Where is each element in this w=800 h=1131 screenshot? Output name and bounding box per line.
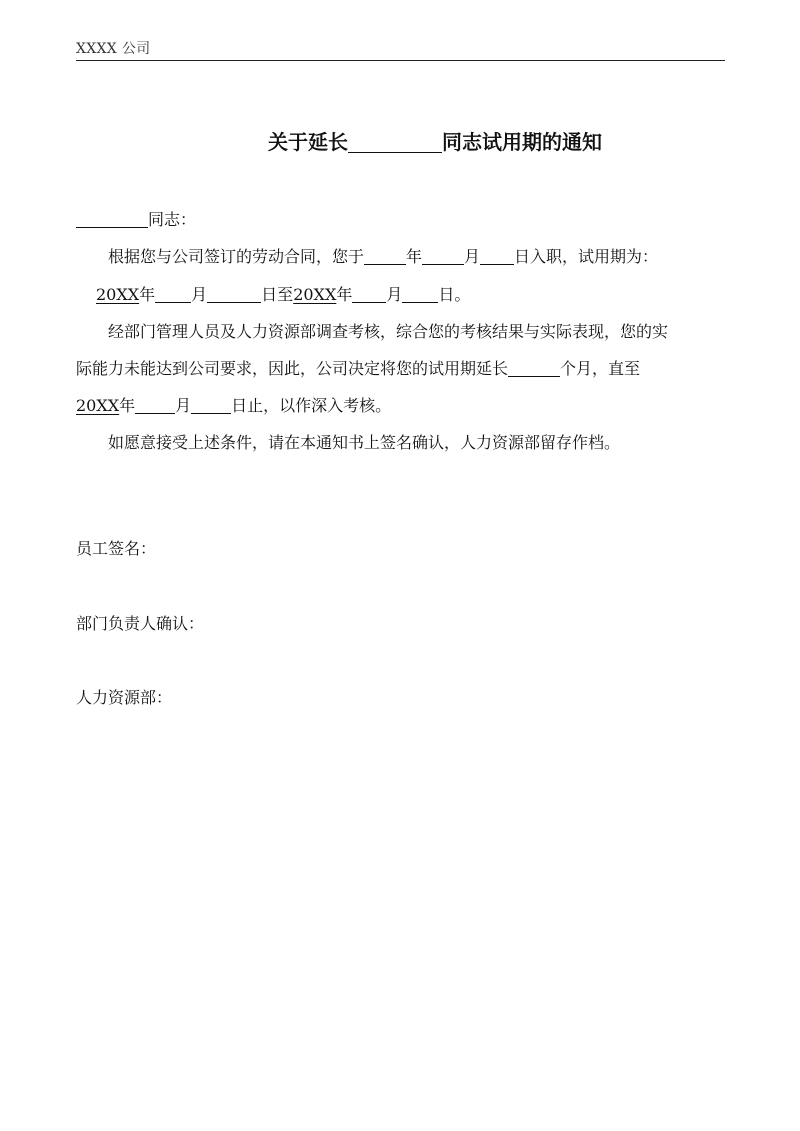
title-prefix: 关于延长 — [268, 130, 348, 154]
probation-end-day-label: 日。 — [438, 285, 471, 304]
paragraph-2-line-2 — [76, 357, 640, 381]
probation-start-year-prefix: 20XX — [96, 285, 140, 304]
probation-start-day-blank[interactable] — [207, 286, 261, 303]
paragraph-2-line-3 — [76, 394, 391, 418]
hr-dept-label: 人力资源部： — [76, 688, 173, 707]
probation-start-month-label: 月 — [191, 285, 208, 304]
paragraph-2-line-1: 经部门管理人员及人力资源部调查考核，综合您的考核结果与实际表现，您的实 — [108, 322, 669, 341]
extension-end-text: 日止，以作深入考核。 — [231, 396, 392, 415]
extension-end-day-blank[interactable] — [191, 397, 231, 414]
probation-start-year-label: 年 — [139, 285, 156, 304]
probation-end-year-label: 年 — [336, 285, 353, 304]
p1-month-label: 月 — [464, 247, 481, 266]
paragraph-1-line-2 — [96, 283, 470, 307]
p1-text: 根据您与公司签订的劳动合同，您于 — [108, 247, 365, 266]
p1-day-label: 日入职，试用期为： — [514, 247, 659, 266]
extension-end-month-blank[interactable] — [135, 397, 175, 414]
header-divider — [76, 60, 725, 61]
entry-year-blank[interactable] — [364, 248, 406, 265]
company-header: XXXX 公司 — [76, 41, 151, 57]
salutation — [76, 208, 196, 232]
probation-start-day-label: 日至 — [261, 285, 294, 304]
p2-line2-text: 际能力未能达到公司要求，因此，公司决定将您的试用期延长 — [76, 359, 509, 378]
paragraph-1-line-1 — [108, 245, 658, 269]
notice-title — [0, 128, 800, 156]
salutation-name-blank[interactable] — [76, 211, 148, 228]
p1-year-label: 年 — [406, 247, 423, 266]
extension-end-month-label: 月 — [175, 396, 192, 415]
p2-line2-suffix: 个月，直至 — [560, 359, 641, 378]
probation-start-month-blank[interactable] — [155, 286, 191, 303]
paragraph-3: 如愿意接受上述条件，请在本通知书上签名确认，人力资源部留存作档。 — [108, 433, 621, 452]
probation-end-month-blank[interactable] — [352, 286, 386, 303]
salutation-suffix: 同志： — [148, 210, 197, 229]
probation-end-month-label: 月 — [386, 285, 403, 304]
title-name-blank[interactable] — [348, 132, 442, 153]
employee-signature-label: 员工签名： — [76, 539, 157, 558]
dept-head-confirm-label: 部门负责人确认： — [76, 614, 205, 633]
probation-end-day-blank[interactable] — [402, 286, 438, 303]
extension-end-year-label: 年 — [119, 396, 136, 415]
title-suffix: 同志试用期的通知 — [442, 130, 602, 154]
entry-month-blank[interactable] — [422, 248, 464, 265]
probation-end-year-prefix: 20XX — [293, 285, 337, 304]
extension-months-blank[interactable] — [508, 360, 560, 377]
entry-day-blank[interactable] — [480, 248, 514, 265]
extension-end-year-prefix: 20XX — [76, 396, 120, 415]
